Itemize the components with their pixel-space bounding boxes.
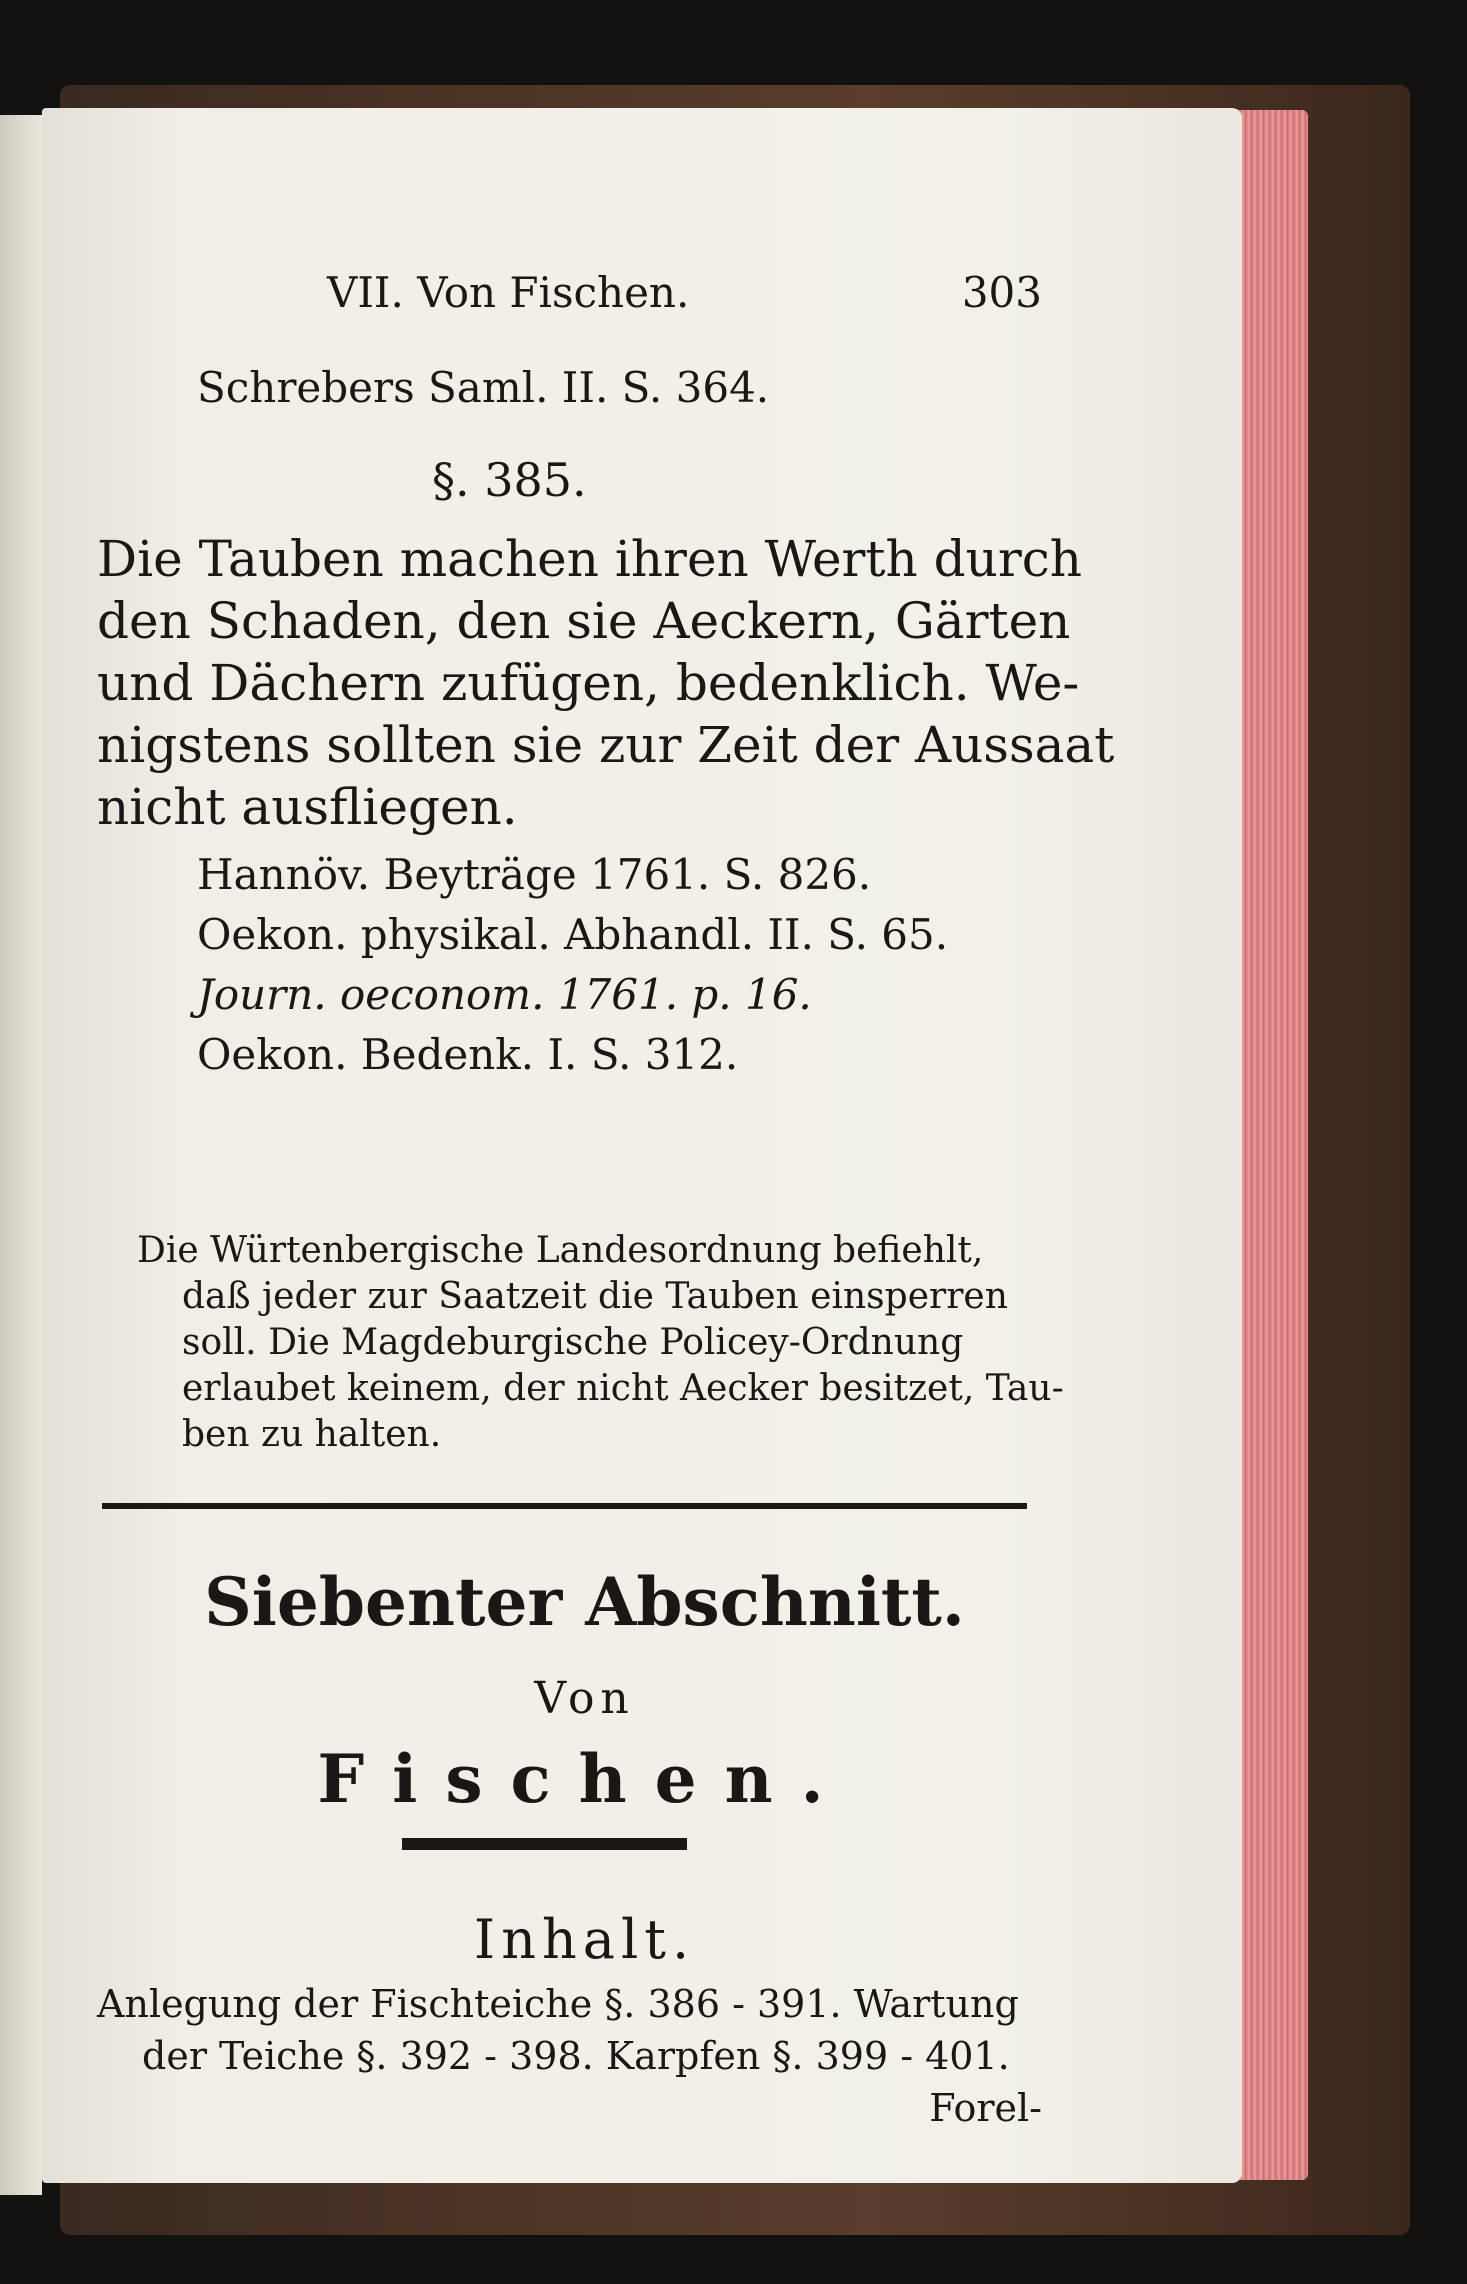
ornamental-rule xyxy=(402,1838,687,1850)
paragraph-line: nigstens sollten sie zur Zeit der Aussaat xyxy=(97,716,1115,774)
section-marker: §. 385. xyxy=(432,453,587,507)
reference-line: Oekon. physikal. Abhandl. II. S. 65. xyxy=(197,910,949,959)
reference-line: Journ. oeconom. 1761. p. 16. xyxy=(197,970,812,1019)
running-header xyxy=(327,268,1042,317)
book-page xyxy=(42,108,1242,2183)
section-subject: Fischen. xyxy=(317,1740,852,1818)
paragraph-line: nicht ausfliegen. xyxy=(97,778,518,836)
page-number: 303 xyxy=(961,268,1042,317)
paragraph-line: den Schaden, den sie Aeckern, Gärten xyxy=(97,592,1071,650)
contents-line: der Teiche §. 392 - 398. Karpfen §. 399 - 401. xyxy=(142,2034,1010,2078)
contents-line: Anlegung der Fischteiche §. 386 - 391. Wartung xyxy=(97,1982,1019,2026)
catchword: Forel- xyxy=(929,2086,1042,2130)
paragraph-line: Die Tauben machen ihren Werth durch xyxy=(97,530,1082,588)
footnote-block xyxy=(137,1228,1064,1458)
paragraph-line: und Dächern zufügen, bedenklich. We- xyxy=(97,654,1080,712)
note-line: daß jeder zur Saatzeit die Tauben einsperren xyxy=(182,1276,1008,1317)
reference-line: Hannöv. Beyträge 1761. S. 826. xyxy=(197,850,872,899)
main-paragraph xyxy=(97,528,1115,838)
note-line: erlaubet keinem, der nicht Aecker besitzet, Tau- xyxy=(182,1368,1064,1409)
note-line: soll. Die Magdeburgische Policey-Ordnung xyxy=(182,1322,964,1363)
contents-heading: Inhalt. xyxy=(473,1908,696,1971)
running-title: VII. Von Fischen. xyxy=(327,268,690,317)
section-heading: Siebenter Abschnitt. xyxy=(204,1563,965,1641)
section-von: Von xyxy=(534,1673,635,1724)
contents-block xyxy=(97,1978,1042,2134)
reference-schrebers: Schrebers Saml. II. S. 364. xyxy=(197,363,770,412)
facing-page-edge xyxy=(0,115,42,2195)
section-divider xyxy=(102,1503,1027,1509)
reference-line: Oekon. Bedenk. I. S. 312. xyxy=(197,1030,739,1079)
note-line: ben zu halten. xyxy=(182,1414,442,1455)
note-line: Die Würtenbergische Landesordnung befiehlt, xyxy=(137,1230,984,1271)
